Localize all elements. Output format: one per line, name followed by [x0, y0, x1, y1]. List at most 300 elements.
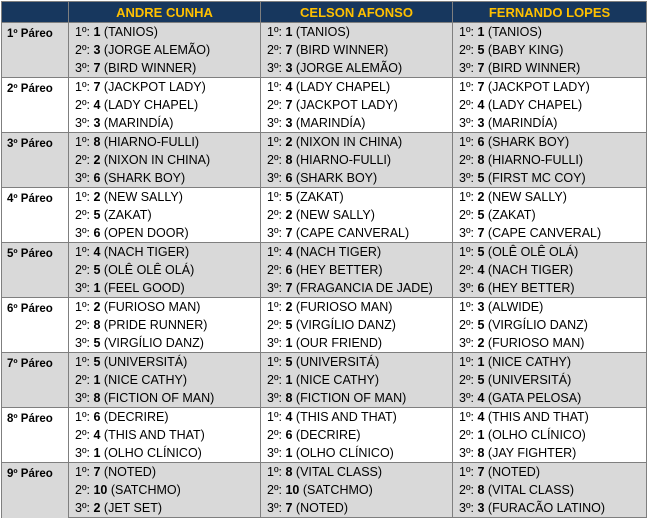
pick-horse: (NICE CATHY): [295, 373, 380, 387]
pick-number: 7: [477, 80, 485, 94]
pick-cell: [261, 169, 453, 188]
pick-number: 1: [93, 281, 101, 295]
pick-number: 4: [477, 410, 485, 424]
pick-horse: (CAPE CANVERAL): [295, 226, 410, 240]
pick-position: 2º:: [267, 373, 282, 387]
pick-horse: (ZAKAT): [295, 190, 344, 204]
pick-position: 1º:: [459, 135, 474, 149]
pick-cell: [69, 298, 261, 317]
race-row: [2, 243, 647, 262]
race-label: 3º Páreo: [2, 133, 69, 188]
race-row: [2, 408, 647, 427]
pick-horse: (OPEN DOOR): [103, 226, 189, 240]
race-row: [2, 59, 647, 78]
pick-horse: (UNIVERSITÁ): [103, 355, 188, 369]
pick-number: 7: [285, 501, 293, 515]
pick-position: 3º:: [75, 336, 90, 350]
pick-position: 2º:: [75, 373, 90, 387]
pick-position: 2º:: [75, 483, 90, 497]
pick-horse: (CAPE CANVERAL): [487, 226, 602, 240]
race-label: 9º Páreo: [2, 463, 69, 518]
pick-horse: (ZAKAT): [487, 208, 536, 222]
pick-number: 2: [93, 153, 101, 167]
pick-cell: [69, 169, 261, 188]
pick-horse: (JACKPOT LADY): [295, 98, 398, 112]
pick-position: 3º:: [459, 281, 474, 295]
pick-cell: [69, 41, 261, 59]
pick-number: 8: [285, 153, 293, 167]
pick-horse: (HEY BETTER): [487, 281, 575, 295]
pick-number: 3: [477, 501, 485, 515]
pick-horse: (HIARNO-FULLI): [295, 153, 392, 167]
pick-position: 3º:: [267, 446, 282, 460]
pick-number: 4: [285, 245, 293, 259]
pick-number: 7: [93, 465, 101, 479]
pick-cell: [69, 389, 261, 408]
pick-number: 4: [93, 98, 101, 112]
pick-cell: [453, 243, 647, 262]
pick-position: 3º:: [75, 226, 90, 240]
pick-horse: (VIRGÍLIO DANZ): [295, 318, 396, 332]
pick-horse: (TANIOS): [295, 25, 350, 39]
pick-position: 2º:: [267, 98, 282, 112]
pick-cell: [261, 96, 453, 114]
pick-number: 2: [477, 336, 485, 350]
pick-cell: [69, 316, 261, 334]
pick-position: 2º:: [459, 43, 474, 57]
pick-horse: (JACKPOT LADY): [487, 80, 590, 94]
pick-position: 1º:: [459, 245, 474, 259]
race-row: [2, 353, 647, 372]
pick-cell: [453, 78, 647, 97]
pick-position: 3º:: [267, 171, 282, 185]
race-row: [2, 444, 647, 463]
pick-number: 5: [93, 336, 101, 350]
pick-cell: [261, 499, 453, 518]
pick-number: 5: [285, 190, 293, 204]
pick-position: 3º:: [75, 446, 90, 460]
pick-number: 6: [477, 135, 485, 149]
pick-horse: (UNIVERSITÁ): [487, 373, 572, 387]
pick-cell: [69, 224, 261, 243]
pick-horse: (VITAL CLASS): [487, 483, 575, 497]
pick-horse: (VIRGÍLIO DANZ): [103, 336, 204, 350]
pick-cell: [261, 334, 453, 353]
pick-position: 3º:: [459, 116, 474, 130]
pick-cell: [453, 426, 647, 444]
pick-cell: [69, 481, 261, 499]
pick-horse: (OLHO CLÍNICO): [295, 446, 394, 460]
pick-horse: (NOTED): [487, 465, 540, 479]
pick-cell: [261, 224, 453, 243]
pick-position: 3º:: [267, 336, 282, 350]
pick-number: 8: [477, 446, 485, 460]
pick-cell: [453, 389, 647, 408]
pick-cell: [69, 426, 261, 444]
pick-position: 3º:: [267, 391, 282, 405]
pick-number: 5: [285, 355, 293, 369]
pick-position: 2º:: [459, 428, 474, 442]
pick-horse: (NOTED): [295, 501, 348, 515]
pick-horse: (OLHO CLÍNICO): [103, 446, 202, 460]
pick-cell: [261, 481, 453, 499]
pick-cell: [453, 463, 647, 482]
race-label: 2º Páreo: [2, 78, 69, 133]
pick-horse: (SATCHMO): [110, 483, 181, 497]
pick-horse: (OLÊ OLÊ OLÁ): [487, 245, 579, 259]
race-label: 6º Páreo: [2, 298, 69, 353]
pick-horse: (MARINDÍA): [487, 116, 558, 130]
pick-horse: (BIRD WINNER): [487, 61, 581, 75]
pick-cell: [261, 188, 453, 207]
pick-number: 5: [477, 373, 485, 387]
pick-number: 1: [93, 373, 101, 387]
pick-cell: [453, 316, 647, 334]
header-tipster-1: ANDRE CUNHA: [69, 2, 261, 23]
pick-position: 2º:: [267, 43, 282, 57]
pick-cell: [453, 408, 647, 427]
pick-position: 2º:: [75, 263, 90, 277]
pick-position: 2º:: [459, 263, 474, 277]
pick-number: 3: [285, 61, 293, 75]
pick-cell: [453, 114, 647, 133]
pick-horse: (VIRGÍLIO DANZ): [487, 318, 588, 332]
pick-horse: (ZAKAT): [103, 208, 152, 222]
pick-position: 2º:: [75, 98, 90, 112]
pick-number: 4: [477, 391, 485, 405]
pick-cell: [69, 261, 261, 279]
pick-position: 3º:: [75, 501, 90, 515]
pick-number: 7: [285, 43, 293, 57]
pick-cell: [453, 261, 647, 279]
race-row: [2, 188, 647, 207]
race-label: 7º Páreo: [2, 353, 69, 408]
race-row: [2, 23, 647, 42]
pick-number: 10: [93, 483, 108, 497]
pick-cell: [453, 334, 647, 353]
pick-position: 2º:: [459, 153, 474, 167]
pick-position: 2º:: [459, 98, 474, 112]
pick-number: 4: [477, 98, 485, 112]
header-row: [2, 2, 647, 23]
pick-number: 7: [477, 465, 485, 479]
pick-horse: (GATA PELOSA): [487, 391, 582, 405]
pick-cell: [453, 298, 647, 317]
pick-number: 7: [477, 61, 485, 75]
race-row: [2, 389, 647, 408]
pick-cell: [69, 188, 261, 207]
pick-horse: (FEEL GOOD): [103, 281, 185, 295]
pick-number: 1: [285, 373, 293, 387]
pick-cell: [69, 243, 261, 262]
pick-position: 2º:: [459, 208, 474, 222]
pick-horse: (NEW SALLY): [103, 190, 183, 204]
pick-position: 3º:: [267, 501, 282, 515]
pick-number: 4: [285, 410, 293, 424]
race-row: [2, 114, 647, 133]
pick-cell: [261, 389, 453, 408]
pick-cell: [69, 206, 261, 224]
pick-horse: (TANIOS): [487, 25, 542, 39]
pick-position: 1º:: [459, 355, 474, 369]
pick-cell: [261, 426, 453, 444]
pick-number: 5: [93, 355, 101, 369]
pick-number: 7: [285, 98, 293, 112]
pick-cell: [261, 353, 453, 372]
pick-cell: [261, 444, 453, 463]
pick-number: 5: [477, 318, 485, 332]
pick-position: 3º:: [267, 61, 282, 75]
race-row: [2, 96, 647, 114]
race-row: [2, 151, 647, 169]
pick-horse: (NEW SALLY): [295, 208, 375, 222]
pick-number: 2: [285, 135, 293, 149]
pick-horse: (NOTED): [103, 465, 156, 479]
race-row: [2, 426, 647, 444]
pick-number: 4: [477, 263, 485, 277]
pick-cell: [69, 371, 261, 389]
pick-position: 1º:: [75, 190, 90, 204]
pick-horse: (DECRIRE): [295, 428, 361, 442]
pick-cell: [453, 59, 647, 78]
pick-number: 3: [93, 116, 101, 130]
pick-position: 3º:: [267, 281, 282, 295]
race-row: [2, 481, 647, 499]
pick-cell: [453, 151, 647, 169]
pick-horse: (BIRD WINNER): [295, 43, 389, 57]
pick-horse: (SHARK BOY): [487, 135, 570, 149]
pick-horse: (ALWIDE): [487, 300, 544, 314]
pick-number: 5: [477, 208, 485, 222]
pick-horse: (SATCHMO): [302, 483, 373, 497]
race-row: [2, 169, 647, 188]
header-tipster-2: CELSON AFONSO: [261, 2, 453, 23]
pick-position: 1º:: [459, 190, 474, 204]
pick-cell: [69, 279, 261, 298]
pick-cell: [453, 133, 647, 152]
pick-cell: [261, 463, 453, 482]
pick-number: 2: [93, 300, 101, 314]
pick-horse: (LADY CHAPEL): [295, 80, 391, 94]
pick-position: 1º:: [267, 80, 282, 94]
pick-number: 7: [285, 281, 293, 295]
pick-cell: [453, 444, 647, 463]
pick-horse: (THIS AND THAT): [487, 410, 589, 424]
pick-horse: (HIARNO-FULLI): [103, 135, 200, 149]
pick-horse: (FURACÃO LATINO): [487, 501, 606, 515]
pick-horse: (OLHO CLÍNICO): [487, 428, 586, 442]
pick-cell: [69, 334, 261, 353]
pick-number: 1: [93, 446, 101, 460]
pick-number: 4: [285, 80, 293, 94]
pick-number: 8: [93, 135, 101, 149]
race-row: [2, 371, 647, 389]
pick-position: 1º:: [459, 300, 474, 314]
pick-position: 3º:: [75, 61, 90, 75]
pick-number: 6: [285, 428, 293, 442]
pick-cell: [69, 114, 261, 133]
pick-horse: (FICTION OF MAN): [295, 391, 407, 405]
pick-number: 5: [93, 263, 101, 277]
pick-position: 3º:: [75, 281, 90, 295]
pick-horse: (SHARK BOY): [295, 171, 378, 185]
pick-position: 1º:: [459, 410, 474, 424]
pick-horse: (NACH TIGER): [295, 245, 382, 259]
pick-horse: (LADY CHAPEL): [487, 98, 583, 112]
pick-position: 3º:: [267, 116, 282, 130]
pick-number: 1: [477, 355, 485, 369]
race-row: [2, 279, 647, 298]
pick-horse: (HEY BETTER): [295, 263, 383, 277]
pick-cell: [69, 444, 261, 463]
pick-cell: [261, 133, 453, 152]
race-label: 5º Páreo: [2, 243, 69, 298]
pick-position: 1º:: [459, 80, 474, 94]
pick-number: 1: [285, 336, 293, 350]
pick-cell: [453, 353, 647, 372]
pick-horse: (TANIOS): [103, 25, 158, 39]
pick-position: 1º:: [75, 410, 90, 424]
pick-number: 7: [477, 226, 485, 240]
pick-horse: (UNIVERSITÁ): [295, 355, 380, 369]
pick-number: 5: [93, 208, 101, 222]
pick-horse: (NIXON IN CHINA): [295, 135, 403, 149]
pick-cell: [69, 151, 261, 169]
pick-cell: [69, 59, 261, 78]
pick-position: 3º:: [459, 226, 474, 240]
pick-number: 6: [477, 281, 485, 295]
pick-cell: [261, 78, 453, 97]
pick-cell: [453, 206, 647, 224]
pick-number: 10: [285, 483, 300, 497]
pick-number: 3: [285, 116, 293, 130]
pick-position: 1º:: [75, 25, 90, 39]
pick-horse: (NIXON IN CHINA): [103, 153, 211, 167]
pick-number: 4: [93, 428, 101, 442]
pick-position: 2º:: [267, 263, 282, 277]
pick-number: 2: [285, 208, 293, 222]
pick-cell: [453, 224, 647, 243]
pick-cell: [261, 41, 453, 59]
pick-horse: (JAY FIGHTER): [487, 446, 577, 460]
race-label: 8º Páreo: [2, 408, 69, 463]
pick-cell: [69, 23, 261, 42]
pick-cell: [453, 23, 647, 42]
race-label: 4º Páreo: [2, 188, 69, 243]
pick-horse: (FIRST MC COY): [487, 171, 586, 185]
pick-cell: [261, 206, 453, 224]
pick-number: 2: [93, 501, 101, 515]
pick-number: 6: [93, 226, 101, 240]
pick-position: 1º:: [267, 300, 282, 314]
pick-number: 5: [285, 318, 293, 332]
pick-horse: (NACH TIGER): [487, 263, 574, 277]
pick-cell: [261, 114, 453, 133]
pick-number: 2: [93, 190, 101, 204]
pick-position: 2º:: [459, 373, 474, 387]
pick-horse: (JACKPOT LADY): [103, 80, 206, 94]
pick-horse: (JORGE ALEMÃO): [103, 43, 211, 57]
race-row: [2, 133, 647, 152]
pick-number: 3: [93, 43, 101, 57]
pick-position: 1º:: [267, 25, 282, 39]
race-row: [2, 224, 647, 243]
pick-horse: (SHARK BOY): [103, 171, 186, 185]
pick-horse: (THIS AND THAT): [295, 410, 397, 424]
pick-number: 1: [285, 446, 293, 460]
pick-cell: [261, 23, 453, 42]
race-row: [2, 298, 647, 317]
pick-number: 1: [285, 25, 293, 39]
pick-horse: (HIARNO-FULLI): [487, 153, 584, 167]
pick-position: 1º:: [75, 465, 90, 479]
pick-horse: (NEW SALLY): [487, 190, 567, 204]
pick-horse: (DECRIRE): [103, 410, 169, 424]
pick-horse: (NICE CATHY): [103, 373, 188, 387]
pick-position: 3º:: [267, 226, 282, 240]
pick-position: 2º:: [267, 318, 282, 332]
pick-number: 7: [93, 61, 101, 75]
pick-number: 8: [285, 465, 293, 479]
pick-number: 2: [477, 190, 485, 204]
pick-number: 1: [477, 25, 485, 39]
pick-position: 2º:: [75, 428, 90, 442]
pick-position: 1º:: [75, 135, 90, 149]
pick-cell: [453, 279, 647, 298]
pick-position: 2º:: [75, 43, 90, 57]
pick-horse: (LADY CHAPEL): [103, 98, 199, 112]
pick-number: 5: [477, 171, 485, 185]
pick-horse: (VITAL CLASS): [295, 465, 383, 479]
pick-cell: [69, 96, 261, 114]
pick-horse: (JORGE ALEMÃO): [295, 61, 403, 75]
pick-position: 1º:: [75, 245, 90, 259]
pick-position: 1º:: [267, 410, 282, 424]
pick-cell: [69, 408, 261, 427]
pick-number: 7: [285, 226, 293, 240]
header-corner: [2, 2, 69, 23]
pick-horse: (FURIOSO MAN): [103, 300, 201, 314]
pick-position: 1º:: [459, 465, 474, 479]
pick-position: 2º:: [267, 428, 282, 442]
pick-cell: [453, 41, 647, 59]
pick-cell: [261, 59, 453, 78]
pick-cell: [261, 371, 453, 389]
pick-number: 2: [285, 300, 293, 314]
pick-position: 3º:: [459, 501, 474, 515]
pick-cell: [261, 261, 453, 279]
race-row: [2, 316, 647, 334]
pick-position: 1º:: [459, 25, 474, 39]
pick-position: 1º:: [267, 135, 282, 149]
pick-position: 2º:: [75, 318, 90, 332]
pick-position: 2º:: [267, 483, 282, 497]
pick-horse: (BABY KING): [487, 43, 564, 57]
pick-cell: [453, 499, 647, 518]
pick-position: 1º:: [267, 245, 282, 259]
pick-horse: (FRAGANCIA DE JADE): [295, 281, 433, 295]
pick-position: 2º:: [459, 483, 474, 497]
pick-position: 1º:: [75, 300, 90, 314]
pick-position: 2º:: [75, 208, 90, 222]
pick-number: 8: [285, 391, 293, 405]
race-label: 1º Páreo: [2, 23, 69, 78]
pick-horse: (JET SET): [103, 501, 163, 515]
pick-position: 1º:: [267, 465, 282, 479]
pick-position: 1º:: [267, 190, 282, 204]
race-row: [2, 206, 647, 224]
pick-position: 3º:: [459, 336, 474, 350]
